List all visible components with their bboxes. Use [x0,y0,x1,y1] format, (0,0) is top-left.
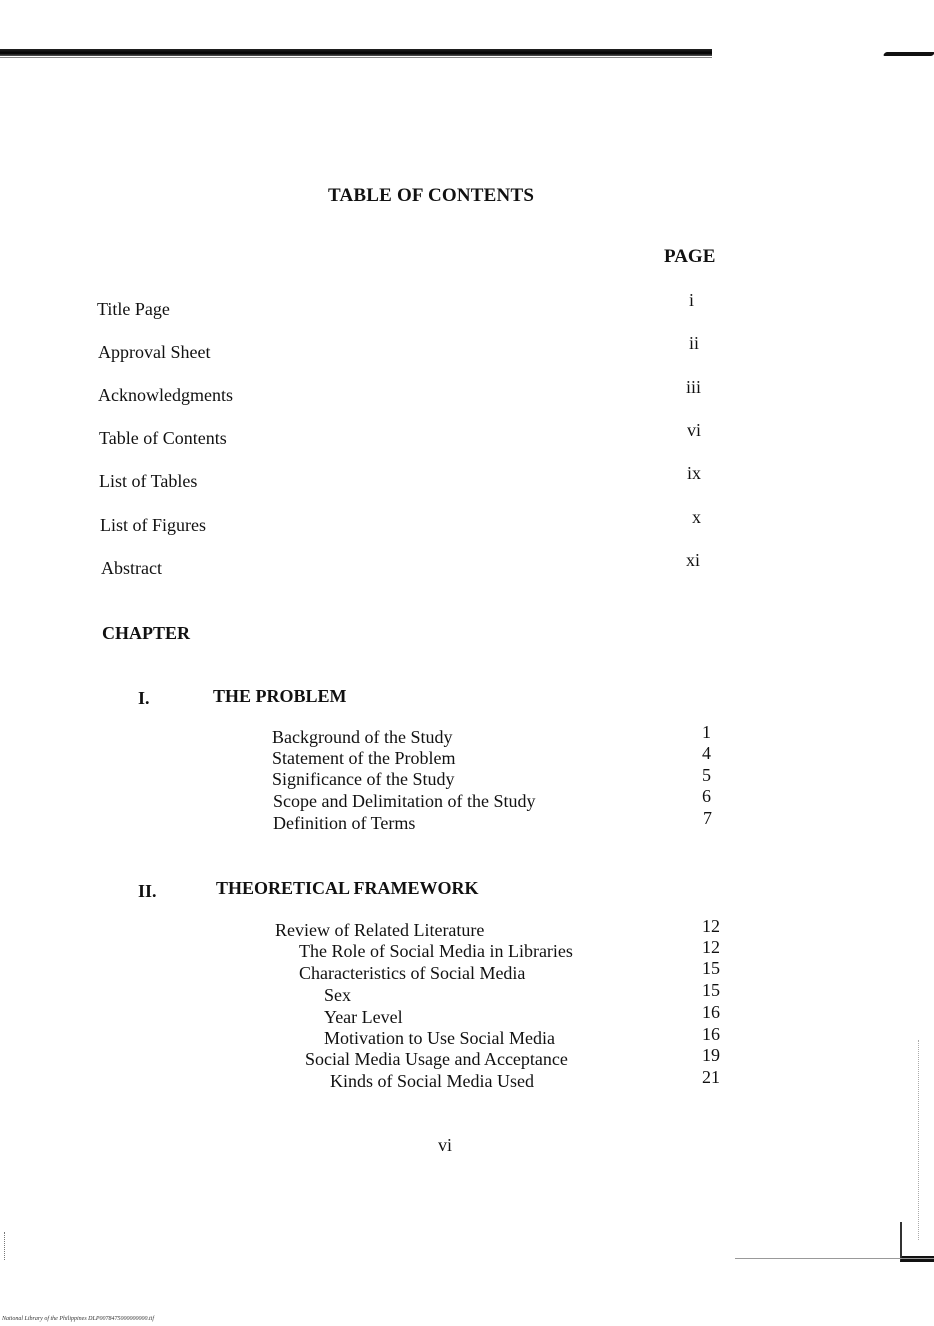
chapter-entry-label: Characteristics of Social Media [299,963,526,983]
chapter-entry-page: 15 [702,980,720,1000]
page-column-header: PAGE [664,246,716,267]
toc-entry-label: Abstract [101,558,162,578]
chapter-heading: CHAPTER [102,623,191,643]
chapter-entry-label: Review of Related Literature [275,920,485,940]
toc-entry-page: vi [687,420,702,440]
chapter-entry-label: Social Media Usage and Acceptance [305,1049,568,1069]
toc-entry-page: iii [686,377,702,397]
chapter-entry-page: 19 [702,1045,720,1065]
toc-entry-label: Acknowledgments [98,385,233,405]
chapter-title: THEORETICAL FRAMEWORK [216,878,479,898]
chapter-entry-page: 12 [702,916,720,936]
chapter-entry-page: 4 [702,743,711,763]
chapter-entry-page: 15 [702,958,720,978]
toc-entry-label: List of Tables [99,471,198,491]
scan-right-edge [918,1040,921,1240]
chapter-entry-page: 21 [702,1067,720,1087]
chapter-entry-label: Background of the Study [272,727,453,747]
scan-top-bar [0,49,712,56]
toc-entry-label: Approval Sheet [98,342,211,362]
scan-corner-mark [883,52,934,56]
page-number: vi [438,1135,453,1155]
toc-entry-page: ix [687,463,702,483]
toc-entry-label: Table of Contents [99,428,227,448]
chapter-numeral: II. [138,881,157,901]
chapter-entry-label: Scope and Delimitation of the Study [273,791,536,811]
chapter-entry-page: 1 [702,722,711,742]
chapter-entry-label: Year Level [324,1007,403,1027]
chapter-entry-label: Significance of the Study [272,769,455,789]
toc-entry-label: List of Figures [100,515,206,535]
toc-title: TABLE OF CONTENTS [328,185,535,206]
chapter-numeral: I. [138,688,150,708]
chapter-entry-page: 6 [702,786,711,806]
chapter-entry-label: Motivation to Use Social Media [324,1028,555,1048]
chapter-entry-label: Definition of Terms [273,813,416,833]
chapter-entry-label: Statement of the Problem [272,748,456,768]
scan-bottom-corner [900,1222,934,1262]
toc-entry-page: i [689,290,695,310]
scan-top-line [0,57,712,58]
toc-entry-page: xi [686,550,701,570]
chapter-title: THE PROBLEM [213,686,347,706]
toc-entry-label: Title Page [97,299,170,319]
scan-bottom-line [735,1258,934,1259]
toc-entry-page: ii [689,333,700,353]
chapter-entry-page: 16 [702,1024,720,1044]
chapter-entry-page: 5 [702,765,711,785]
chapter-entry-label: Sex [324,985,351,1005]
toc-entry-page: x [692,507,701,527]
chapter-entry-label: Kinds of Social Media Used [330,1071,534,1091]
scan-left-dots [4,1232,6,1260]
chapter-entry-page: 12 [702,937,720,957]
chapter-entry-page: 16 [702,1002,720,1022]
chapter-entry-page: 7 [703,808,712,828]
chapter-entry-label: The Role of Social Media in Libraries [299,941,573,961]
scan-footer-note: National Library of the Philippines DLP0078475000000000.tif [2,1316,155,1322]
